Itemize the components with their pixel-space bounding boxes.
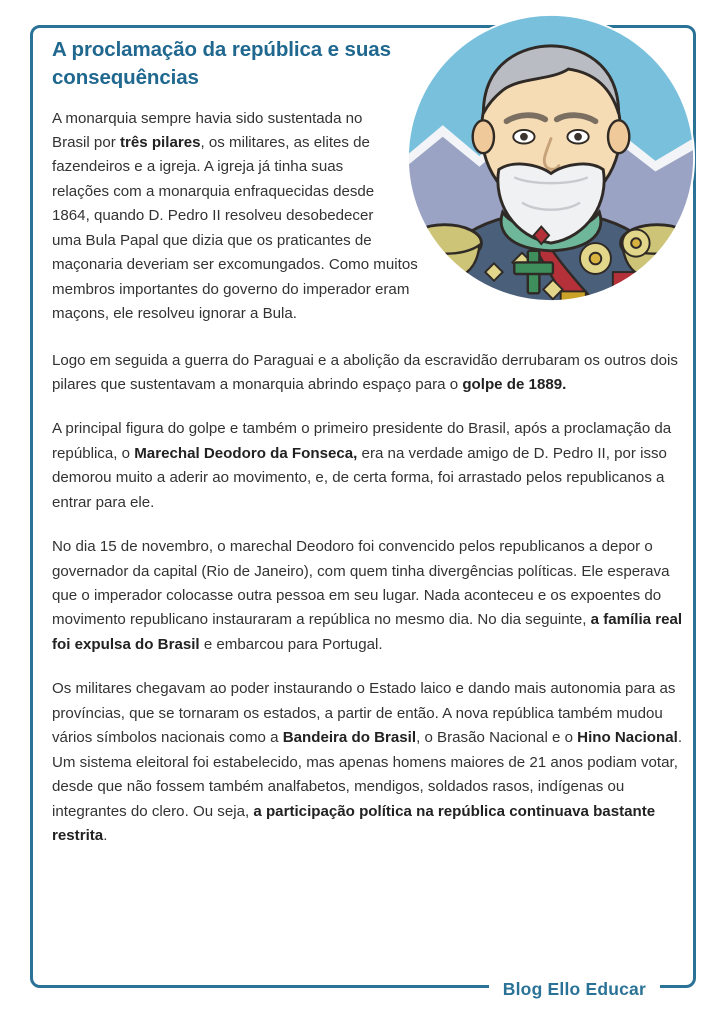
body-text: e embarcou para Portugal. (199, 635, 383, 653)
body-text: . (103, 826, 108, 844)
body-text: Logo em seguida a guerra do Paraguai e a abolição da escravidão derrubaram os outros dois pilares que sustentavam a monarquia abrindo espaço para o (52, 351, 678, 393)
body-text: A monarquia sempre havia sido sustentada no Brasil por (52, 109, 363, 151)
paragraph-3 (52, 417, 684, 515)
emphasis-text: golpe de 1889. (462, 375, 567, 393)
portrait-illustration (406, 8, 696, 308)
portrait-marechal-deodoro-da-fonseca (406, 8, 696, 308)
body-text: No dia 15 de novembro, o marechal Deodoro foi convencido pelos republicanos a depor o governador da capital (Rio de Janeiro), com quem tinha divergências políticas. Ele esperava que o imperador colocasse outra pessoa em seu lugar. Nada aconteceu e os expoentes do movimento republicano instauraram a república no mesmo dia. No dia seguinte, (52, 538, 670, 629)
emphasis-text: Bandeira do Brasil (282, 729, 417, 747)
article-content (52, 36, 684, 868)
footer-brand-label: Blog Ello Educar (489, 976, 660, 1002)
body-text: , o Brasão Nacional e o (416, 729, 578, 747)
footer (0, 976, 724, 1002)
emphasis-text: a família real foi expulsa do Brasil (52, 611, 683, 653)
body-text: . Um sistema eleitoral foi estabelecido, mas apenas homens maiores de 21 anos podiam votar, desde que não fossem também analfabetos, mendigos, soldados rasos, indígenas ou integrantes do clero. Ou seja, (52, 729, 683, 820)
paragraph-4 (52, 535, 684, 657)
paragraph-5 (52, 677, 684, 848)
emphasis-text: Hino Nacional (577, 729, 678, 747)
body-text: era na verdade amigo de D. Pedro II, por isso demorou muito a aderir ao movimento, e, de certa forma, foi arrastado pelos republicanos a entrar para ele. (52, 444, 667, 511)
body-text: , os militares, as elites de fazendeiros e a igreja. A igreja já tinha suas relações com a monarquia enfraquecidas desde 1864, quando D. Pedro II resolveu desobedecer uma Bula Papal que dizia que os praticantes de maçonaria deveriam ser excomungados. Como muitos membros importantes do governo do imperador eram maçons, ele resolveu ignorar a Bula. (52, 134, 418, 323)
emphasis-text: Marechal Deodoro da Fonseca, (134, 444, 358, 462)
paragraph-2 (52, 349, 684, 398)
emphasis-text: três pilares (119, 134, 201, 151)
body-text: A principal figura do golpe e também o primeiro presidente do Brasil, após a proclamação da república, o (52, 420, 672, 462)
page-title: A proclamação da república e suas consequências (52, 38, 391, 90)
body-text: Os militares chegavam ao poder instaurando o Estado laico e dando mais autonomia para as províncias, que se tornaram os estados, a partir de então. A nova república também mudou vários símbolos nacionais como a (52, 680, 676, 747)
emphasis-text: a participação política na república continuava bastante restrita (52, 802, 656, 844)
